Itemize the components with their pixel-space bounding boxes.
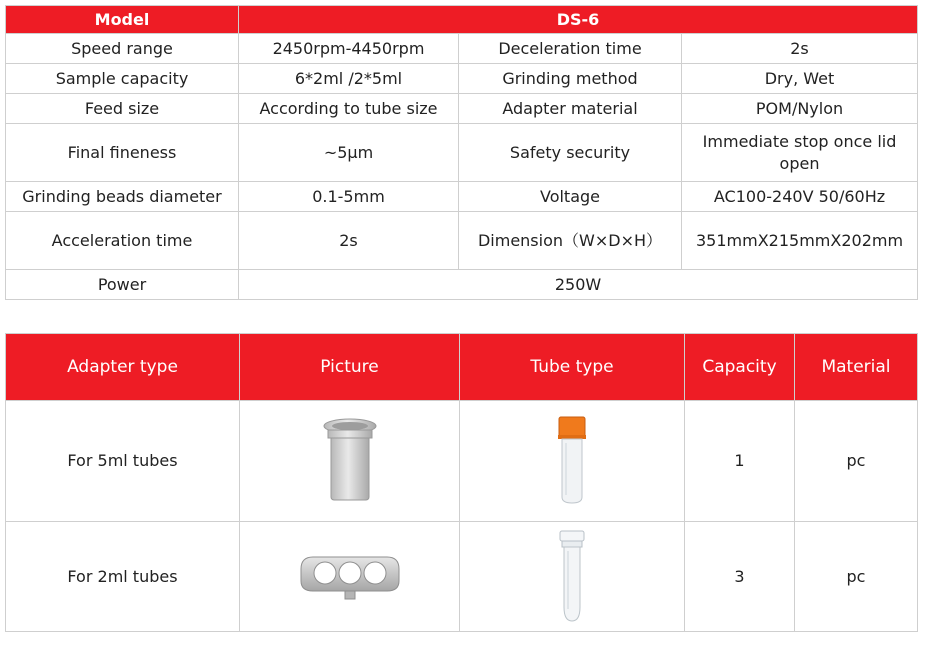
- spec-label: Grinding method: [459, 64, 682, 94]
- spec-value: AC100-240V 50/60Hz: [682, 182, 918, 212]
- col-header-tube-type: Tube type: [460, 334, 685, 401]
- adapter-5ml-image: [240, 401, 460, 522]
- spec-row-power: [6, 270, 918, 300]
- power-value: 250W: [239, 270, 918, 300]
- spec-value: POM/Nylon: [682, 94, 918, 124]
- col-header-picture: Picture: [240, 334, 460, 401]
- col-header-material: Material: [795, 334, 918, 401]
- spec-value: 6*2ml /2*5ml: [239, 64, 459, 94]
- adapter-2ml-image: [240, 522, 460, 632]
- spec-value: 351mmX215mmX202mm: [682, 212, 918, 270]
- spec-label: Voltage: [459, 182, 682, 212]
- spec-row: [6, 212, 918, 270]
- tube-5ml-image: [460, 401, 685, 522]
- spec-row: [6, 34, 918, 64]
- tube-2ml-image: [460, 522, 685, 632]
- spec-label: Grinding beads diameter: [6, 182, 239, 212]
- spec-row: [6, 94, 918, 124]
- spec-row: [6, 64, 918, 94]
- spec-value: ~5μm: [239, 124, 459, 182]
- spec-value: 2450rpm-4450rpm: [239, 34, 459, 64]
- spec-label: Dimension（W×D×H）: [459, 212, 682, 270]
- capacity-value: 1: [685, 401, 795, 522]
- spec-row: [6, 124, 918, 182]
- table-row: [6, 522, 918, 632]
- spec-value: According to tube size: [239, 94, 459, 124]
- spec-label: Final fineness: [6, 124, 239, 182]
- spec-label: Speed range: [6, 34, 239, 64]
- spec-value: 0.1-5mm: [239, 182, 459, 212]
- col-header-capacity: Capacity: [685, 334, 795, 401]
- material-value: pc: [795, 522, 918, 632]
- col-header-adapter-type: Adapter type: [6, 334, 240, 401]
- spec-label: Adapter material: [459, 94, 682, 124]
- table-row: [6, 401, 918, 522]
- model-label: Model: [6, 6, 239, 34]
- spec-label: Sample capacity: [6, 64, 239, 94]
- spec-value: 2s: [682, 34, 918, 64]
- spec-value: Immediate stop once lid open: [682, 124, 918, 182]
- spec-label: Deceleration time: [459, 34, 682, 64]
- spec-label: Safety security: [459, 124, 682, 182]
- adapter-table: [5, 333, 918, 632]
- adapter-type: For 5ml tubes: [6, 401, 240, 522]
- capacity-value: 3: [685, 522, 795, 632]
- power-label: Power: [6, 270, 239, 300]
- spec-value: Dry, Wet: [682, 64, 918, 94]
- spec-value: 2s: [239, 212, 459, 270]
- spec-table: [5, 5, 918, 300]
- model-value: DS-6: [239, 6, 918, 34]
- spec-row: [6, 182, 918, 212]
- material-value: pc: [795, 401, 918, 522]
- spec-label: Feed size: [6, 94, 239, 124]
- adapter-type: For 2ml tubes: [6, 522, 240, 632]
- spec-label: Acceleration time: [6, 212, 239, 270]
